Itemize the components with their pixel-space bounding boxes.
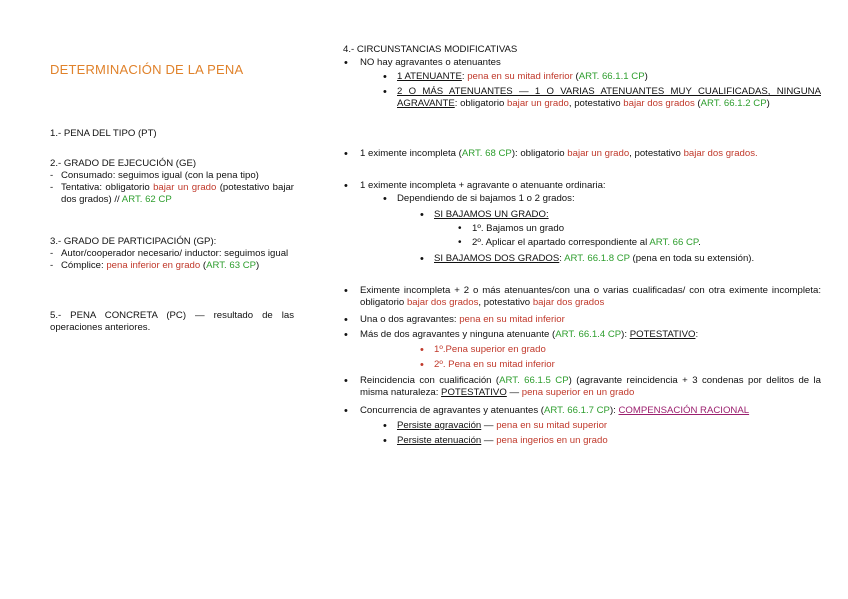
section-heading: 3.- GRADO DE PARTICIPACIÓN (GP): [50,236,217,247]
section-heading: 2.- GRADO DE EJECUCIÓN (GE) [50,158,197,169]
section-pena-tipo: 1.- PENA DEL TIPO (PT) [50,128,157,139]
list-item-pena-superior: • 1º.Pena superior en grado [434,344,821,356]
list-item-paso-2: • 2º. Aplicar el apartado correspondiente al ART. 66 CP. [472,237,821,249]
list-item-autor: - Autor/cooperador necesario/ inductor: seguimos igual [50,248,294,260]
section-pena-concreta: 5.- PENA CONCRETA (PC) — resultado de las operaciones anteriores. [50,310,294,333]
list-item-2-atenuantes: • 2 O MÁS ATENUANTES — 1 O VARIAS ATENUANTES MUY CUALIFICADAS, NINGUNA AGRAVANTE: obligatorio bajar un grado, potestativo bajar dos grados (ART. 66.1.2 CP) [397,86,821,110]
list-item-concurrencia: • Concurrencia de agravantes y atenuantes (ART. 66.1.7 CP): COMPENSACIÓN RACIONAL [360,405,821,417]
list-item-bajamos-un-grado: • SI BAJAMOS UN GRADO: [434,209,821,221]
list-item-no-agravantes: • NO hay agravantes o atenuantes [360,57,821,69]
list-item-consumado: - Consumado: seguimos igual (con la pena tipo) [50,170,294,182]
list-item-persiste-atenuacion: • Persiste atenuación — pena ingerios en un grado [397,435,821,447]
page-title: DETERMINACIÓN DE LA PENA [50,62,244,77]
list-item-pena-mitad-inferior: • 2º. Pena en su mitad inferior [434,359,821,371]
list-item-eximente-incompleta: • 1 eximente incompleta (ART. 68 CP): obligatorio bajar un grado, potestativo bajar dos grados. [360,148,821,160]
section-grado-participacion [50,236,294,272]
list-item-eximente-agravante: • 1 eximente incompleta + agravante o atenuante ordinaria: [360,180,821,192]
list-item-paso-1: • 1º. Bajamos un grado [472,223,821,235]
list-item-mas-de-dos-agravantes: • Más de dos agravantes y ninguna atenuante (ART. 66.1.4 CP): POTESTATIVO: [360,329,821,341]
section-grado-ejecucion [50,158,294,206]
list-item-bajamos-dos-grados: • SI BAJAMOS DOS GRADOS: ART. 66.1.8 CP (pena en toda su extensión). [434,253,821,265]
list-item-eximente-atenuantes: • Eximente incompleta + 2 o más atenuantes/con una o varias cualificadas/ con otra eximente incompleta: obligatorio bajar dos grados, potestativo bajar dos grados [360,285,821,309]
list-item-reincidencia: • Reincidencia con cualificación (ART. 66.1.5 CP) (agravante reincidencia + 3 condenas por delitos de la misma naturaleza: POTESTATIVO — pena superior en un grado [360,375,821,399]
list-item-una-dos-agravantes: • Una o dos agravantes: pena en su mitad inferior [360,314,821,326]
list-item-1-atenuante: • 1 ATENUANTE: pena en su mitad inferior (ART. 66.1.1 CP) [397,71,821,83]
section-heading-circunstancias: 4.- CIRCUNSTANCIAS MODIFICATIVAS [343,44,518,55]
list-item-tentativa: - Tentativa: obligatorio bajar un grado (potestativo bajar dos grados) // ART. 62 CP [50,182,294,206]
list-item-dependiendo: • Dependiendo de si bajamos 1 o 2 grados: [397,193,821,205]
list-item-persiste-agravacion: • Persiste agravación — pena en su mitad superior [397,420,821,432]
article-ref: ART. 63 CP [206,260,257,271]
list-item-complice: - Cómplice: pena inferior en grado (ART. 63 CP) [50,260,294,272]
article-ref: ART. 62 CP [121,194,172,205]
